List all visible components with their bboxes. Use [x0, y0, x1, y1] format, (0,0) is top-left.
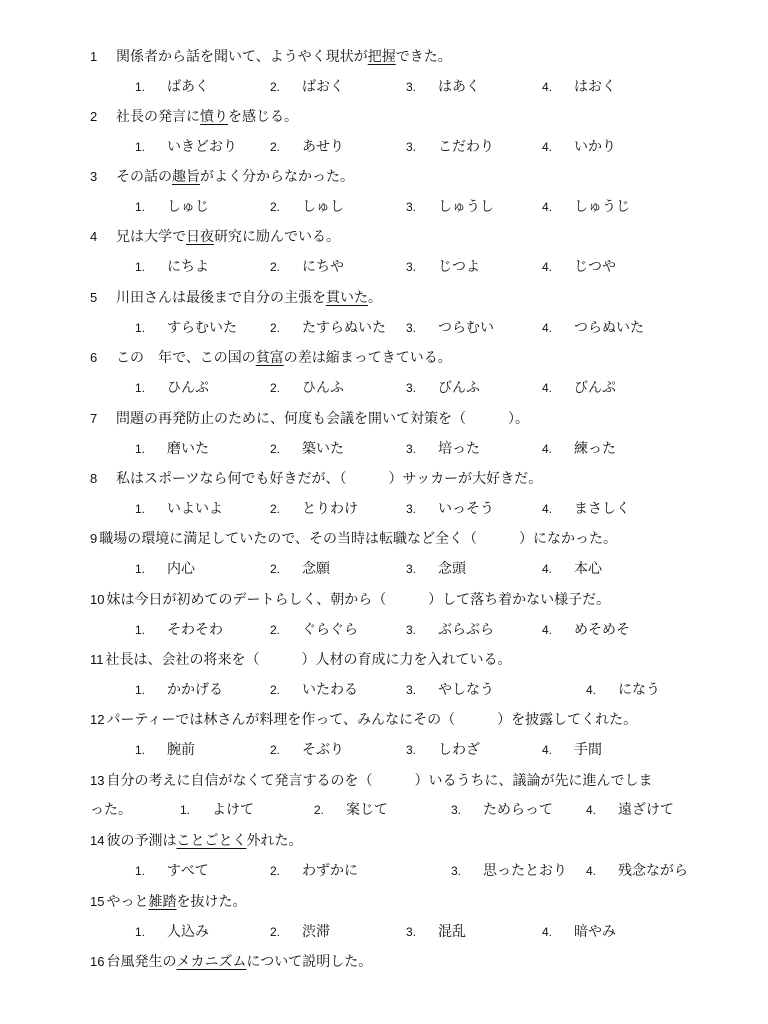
- question-number: 6: [90, 350, 98, 365]
- option-number: 1.: [135, 743, 146, 757]
- question-line: [90, 288, 382, 308]
- option-text: かかげる: [167, 682, 223, 698]
- option-number: 4.: [542, 743, 553, 757]
- answer-option[interactable]: [314, 800, 388, 820]
- question-line: [90, 771, 652, 791]
- answer-option[interactable]: [542, 499, 630, 519]
- option-number: 2.: [270, 260, 281, 274]
- option-number: 1.: [135, 80, 146, 94]
- answer-option[interactable]: [180, 800, 254, 820]
- answer-options-row: [0, 439, 768, 459]
- option-text: ぐらぐら: [302, 622, 358, 638]
- question-number: 8: [90, 471, 98, 486]
- question-text-post: 外れた。: [246, 833, 303, 849]
- question-text-post: 。: [368, 290, 382, 306]
- option-text: ためらって: [483, 802, 553, 818]
- question-text-pre: この 年で、この国の: [116, 350, 256, 366]
- option-number: 2.: [314, 803, 325, 817]
- option-number: 3.: [406, 321, 417, 335]
- option-text: 遠ざけて: [618, 802, 674, 818]
- option-text: 渋滞: [302, 924, 330, 940]
- option-number: 1.: [135, 381, 146, 395]
- question-line: [90, 409, 529, 429]
- option-text: 案じて: [346, 802, 388, 818]
- question-number: 11: [90, 652, 104, 667]
- option-number: 1.: [135, 925, 146, 939]
- option-number: 3.: [406, 80, 417, 94]
- answer-options-row: [0, 559, 768, 579]
- answer-option[interactable]: [542, 378, 616, 398]
- option-text: いきどおり: [167, 139, 237, 155]
- option-text: 腕前: [167, 742, 195, 758]
- answer-option[interactable]: [542, 740, 602, 760]
- option-text: いっそう: [438, 501, 494, 517]
- answer-option[interactable]: [406, 559, 466, 579]
- option-text: 築いた: [302, 441, 344, 457]
- option-text: しゅうじ: [574, 199, 630, 215]
- question-line: [90, 227, 340, 247]
- option-text: 内心: [167, 561, 195, 577]
- question-text-pre: 私はスポーツなら何でも好きだが、（ ）サッカーが大好きだ。: [116, 471, 543, 487]
- option-number: 1.: [135, 321, 146, 335]
- option-text: とりわけ: [302, 501, 358, 517]
- question-number: 10: [90, 592, 105, 607]
- question-line: [90, 892, 246, 912]
- option-number: 4.: [542, 321, 553, 335]
- option-text: びんぷ: [574, 380, 616, 396]
- answer-option[interactable]: [270, 861, 358, 881]
- option-text: しわざ: [438, 742, 480, 758]
- option-number: 2.: [270, 562, 281, 576]
- option-number: 4.: [542, 925, 553, 939]
- answer-option[interactable]: [542, 197, 630, 217]
- answer-option[interactable]: [406, 197, 494, 217]
- answer-option[interactable]: [270, 559, 330, 579]
- option-number: 3.: [406, 140, 417, 154]
- option-text: びんふ: [438, 380, 480, 396]
- question-text-pre: 台風発生の: [106, 954, 177, 970]
- answer-options-row: [0, 740, 768, 760]
- answer-options-row: [0, 378, 768, 398]
- option-number: 2.: [270, 683, 281, 697]
- underlined-target-word: ことごとく: [176, 833, 247, 849]
- answer-option[interactable]: [406, 680, 494, 700]
- option-text: 人込み: [167, 924, 209, 940]
- option-text: じつや: [574, 259, 616, 275]
- option-text: めそめそ: [574, 622, 630, 638]
- answer-option[interactable]: [542, 77, 616, 97]
- option-number: 4.: [542, 562, 553, 576]
- answer-option[interactable]: [135, 922, 209, 942]
- question-number: 5: [90, 290, 98, 305]
- option-number: 4.: [586, 864, 597, 878]
- option-text: ぶらぶら: [438, 622, 494, 638]
- option-number: 1.: [135, 864, 146, 878]
- option-text: わずかに: [302, 863, 358, 879]
- question-text-pre: パーティーでは林さんが料理を作って、みんなにその（ ）を披露してくれた。: [106, 712, 638, 728]
- option-text: はおく: [574, 79, 616, 95]
- option-text: いよいよ: [167, 501, 223, 517]
- question-text-post: を感じる。: [228, 109, 298, 125]
- answer-option[interactable]: [135, 499, 223, 519]
- question-line: [90, 590, 610, 610]
- option-number: 3.: [406, 200, 417, 214]
- question-number: 3: [90, 169, 98, 184]
- option-number: 1.: [135, 200, 146, 214]
- option-text: 培った: [438, 441, 480, 457]
- answer-options-row: [0, 861, 768, 881]
- option-number: 2.: [270, 200, 281, 214]
- answer-option[interactable]: [270, 439, 344, 459]
- question-text-pre: 自分の考えに自信がなくて発言するのを（ ）いるうちに、議論が先に進んでしま: [106, 773, 653, 789]
- option-text: にちよ: [167, 259, 209, 275]
- option-number: 2.: [270, 140, 281, 154]
- option-text: 本心: [574, 561, 602, 577]
- option-number: 1.: [135, 623, 146, 637]
- option-number: 2.: [270, 321, 281, 335]
- answer-option[interactable]: [586, 800, 674, 820]
- option-number: 1.: [135, 562, 146, 576]
- option-number: 3.: [406, 683, 417, 697]
- option-text: 念頭: [438, 561, 466, 577]
- question-line: [90, 167, 354, 187]
- option-number: 3.: [406, 442, 417, 456]
- underlined-target-word: 貫いた: [326, 290, 368, 306]
- option-text: 残念ながら: [618, 863, 688, 879]
- answer-options-row: [0, 197, 768, 217]
- option-text: つらぬいた: [574, 320, 644, 336]
- option-number: 4.: [542, 140, 553, 154]
- answer-option[interactable]: [270, 378, 344, 398]
- answer-option[interactable]: [270, 197, 344, 217]
- option-text: やしなう: [438, 682, 494, 698]
- question-number: 9: [90, 531, 98, 546]
- question-text-post: がよく分からなかった。: [200, 169, 354, 185]
- answer-option[interactable]: [451, 861, 567, 881]
- answer-options-row: [0, 77, 768, 97]
- option-number: 2.: [270, 381, 281, 395]
- option-text: ひんぷ: [167, 380, 209, 396]
- answer-option[interactable]: [135, 197, 209, 217]
- answer-options-row: [0, 257, 768, 277]
- question-number: 7: [90, 411, 98, 426]
- option-number: 4.: [542, 442, 553, 456]
- option-text: そわそわ: [167, 622, 223, 638]
- question-text-post: できた。: [395, 49, 452, 65]
- option-text: いたわる: [302, 682, 358, 698]
- option-number: 3.: [406, 502, 417, 516]
- underlined-target-word: メカニズム: [176, 954, 247, 970]
- option-text: つらむい: [438, 320, 494, 336]
- option-number: 2.: [270, 502, 281, 516]
- question-number: 15: [90, 894, 105, 909]
- option-text: しゅじ: [167, 199, 209, 215]
- question-text-post: について説明した。: [246, 954, 373, 970]
- option-text: よけて: [212, 802, 254, 818]
- question-line: [90, 529, 617, 549]
- answer-option[interactable]: [135, 318, 237, 338]
- answer-option[interactable]: [135, 77, 209, 97]
- option-text: はあく: [438, 79, 480, 95]
- option-text: じつよ: [438, 259, 480, 275]
- question-text-pre: 問題の再発防止のために、何度も会議を開いて対策を（ ）。: [116, 411, 529, 427]
- underlined-target-word: 貧富: [255, 350, 284, 366]
- question-text-post: の差は縮まってきている。: [283, 350, 452, 366]
- answer-option[interactable]: [135, 740, 195, 760]
- option-text: しゅし: [302, 199, 344, 215]
- option-number: 1.: [135, 502, 146, 516]
- option-text: 暗やみ: [574, 924, 616, 940]
- question-number: 4: [90, 229, 98, 244]
- underlined-target-word: 把握: [367, 49, 396, 65]
- underlined-target-word: 趣旨: [172, 169, 200, 185]
- option-number: 1.: [135, 442, 146, 456]
- option-text: ばあく: [167, 79, 209, 95]
- option-text: 練った: [574, 441, 616, 457]
- option-number: 3.: [406, 562, 417, 576]
- answer-option[interactable]: [406, 257, 480, 277]
- underlined-target-word: 日夜: [186, 229, 214, 245]
- answer-option[interactable]: [406, 378, 480, 398]
- option-text: 念願: [302, 561, 330, 577]
- option-number: 1.: [135, 683, 146, 697]
- option-text: 混乱: [438, 924, 466, 940]
- option-number: 3.: [406, 623, 417, 637]
- question-line: [90, 710, 637, 730]
- answer-option[interactable]: [542, 137, 616, 157]
- question-text-pre: その話の: [116, 169, 172, 185]
- answer-option[interactable]: [135, 137, 237, 157]
- answer-option[interactable]: [542, 257, 616, 277]
- option-number: 2.: [270, 80, 281, 94]
- answer-option[interactable]: [270, 922, 330, 942]
- option-text: そぶり: [302, 742, 344, 758]
- answer-option[interactable]: [406, 137, 494, 157]
- option-number: 3.: [406, 743, 417, 757]
- underlined-target-word: 憤り: [200, 109, 228, 125]
- option-number: 2.: [270, 623, 281, 637]
- answer-option[interactable]: [135, 680, 223, 700]
- answer-options-row: [0, 137, 768, 157]
- option-text: しゅうし: [438, 199, 494, 215]
- question-text-post: 研究に励んでいる。: [214, 229, 340, 245]
- question-text-pre: 川田さんは最後まで自分の主張を: [116, 290, 326, 306]
- option-number: 4.: [542, 260, 553, 274]
- question-line: [90, 831, 302, 851]
- option-number: 2.: [270, 864, 281, 878]
- answer-options-row: [0, 680, 768, 700]
- answer-option[interactable]: [135, 620, 223, 640]
- option-number: 3.: [451, 864, 462, 878]
- option-number: 3.: [406, 925, 417, 939]
- answer-option[interactable]: [270, 740, 344, 760]
- question-text-cont: った。: [90, 802, 132, 818]
- option-number: 3.: [406, 260, 417, 274]
- question-text-post: を抜けた。: [176, 894, 247, 910]
- answer-option[interactable]: [270, 499, 358, 519]
- question-text-pre: 関係者から話を聞いて、ようやく現状が: [116, 49, 368, 65]
- question-line: [90, 47, 452, 67]
- option-text: 思ったとおり: [483, 863, 567, 879]
- answer-option[interactable]: [406, 77, 480, 97]
- answer-option[interactable]: [135, 559, 195, 579]
- question-text-pre: 兄は大学で: [116, 229, 186, 245]
- question-line: [90, 469, 542, 489]
- option-text: たすらぬいた: [302, 320, 386, 336]
- option-text: にちや: [302, 259, 344, 275]
- answer-option[interactable]: [270, 257, 344, 277]
- question-text-pre: 彼の予測は: [106, 833, 177, 849]
- option-number: 3.: [406, 381, 417, 395]
- answer-option[interactable]: [406, 620, 494, 640]
- option-text: まさしく: [574, 501, 630, 517]
- question-text-pre: 社長は、会社の将来を（ ）人材の育成に力を入れている。: [105, 652, 512, 668]
- answer-option[interactable]: [406, 740, 480, 760]
- question-line: [90, 107, 298, 127]
- question-number: 12: [90, 712, 105, 727]
- question-text-pre: やっと: [106, 894, 149, 910]
- option-number: 1.: [135, 260, 146, 274]
- question-continuation-line: [90, 800, 768, 820]
- answer-options-row: [0, 922, 768, 942]
- question-line: [90, 650, 512, 670]
- option-text: ばおく: [302, 79, 344, 95]
- answer-option[interactable]: [270, 620, 358, 640]
- option-number: 2.: [270, 442, 281, 456]
- answer-option[interactable]: [542, 318, 644, 338]
- option-number: 4.: [586, 683, 597, 697]
- option-text: すべて: [167, 863, 209, 879]
- option-text: あせり: [302, 139, 344, 155]
- option-number: 4.: [586, 803, 597, 817]
- option-number: 4.: [542, 623, 553, 637]
- question-number: 1: [90, 49, 98, 64]
- option-number: 3.: [451, 803, 462, 817]
- answer-option[interactable]: [542, 439, 616, 459]
- answer-option[interactable]: [406, 439, 480, 459]
- option-number: 4.: [542, 200, 553, 214]
- question-number: 14: [90, 833, 105, 848]
- answer-option[interactable]: [270, 77, 344, 97]
- option-number: 4.: [542, 381, 553, 395]
- answer-options-row: [0, 318, 768, 338]
- option-number: 1.: [135, 140, 146, 154]
- underlined-target-word: 雑踏: [148, 894, 177, 910]
- answer-options-row: [0, 499, 768, 519]
- answer-option[interactable]: [542, 620, 630, 640]
- answer-option[interactable]: [135, 257, 209, 277]
- answer-option[interactable]: [586, 861, 688, 881]
- answer-option[interactable]: [451, 800, 553, 820]
- answer-option[interactable]: [406, 318, 494, 338]
- question-number: 2: [90, 109, 98, 124]
- answer-option[interactable]: [406, 499, 494, 519]
- option-number: 2.: [270, 743, 281, 757]
- option-text: こだわり: [438, 139, 494, 155]
- answer-options-row: [0, 620, 768, 640]
- answer-option[interactable]: [542, 559, 602, 579]
- option-number: 1.: [180, 803, 191, 817]
- option-number: 4.: [542, 80, 553, 94]
- answer-option[interactable]: [270, 318, 386, 338]
- option-number: 4.: [542, 502, 553, 516]
- option-text: 磨いた: [167, 441, 209, 457]
- answer-option[interactable]: [135, 439, 209, 459]
- question-text-pre: 社長の発言に: [116, 109, 200, 125]
- answer-option[interactable]: [135, 861, 209, 881]
- question-number: 16: [90, 954, 105, 969]
- answer-option[interactable]: [135, 378, 209, 398]
- option-text: ひんふ: [302, 380, 344, 396]
- answer-option[interactable]: [542, 922, 616, 942]
- answer-option[interactable]: [586, 680, 660, 700]
- answer-option[interactable]: [406, 922, 466, 942]
- question-line: [90, 952, 372, 972]
- option-text: になう: [618, 682, 660, 698]
- answer-option[interactable]: [270, 680, 358, 700]
- question-number: 13: [90, 773, 105, 788]
- option-number: 2.: [270, 925, 281, 939]
- answer-option[interactable]: [270, 137, 344, 157]
- option-text: 手間: [574, 742, 602, 758]
- option-text: すらむいた: [167, 320, 237, 336]
- question-line: [90, 348, 452, 368]
- option-text: いかり: [574, 139, 616, 155]
- question-text-pre: 職場の環境に満足していたので、その当時は転職など全く（ ）になかった。: [99, 531, 617, 547]
- question-text-pre: 妹は今日が初めてのデートらしく、朝から（ ）して落ち着かない様子だ。: [106, 592, 611, 608]
